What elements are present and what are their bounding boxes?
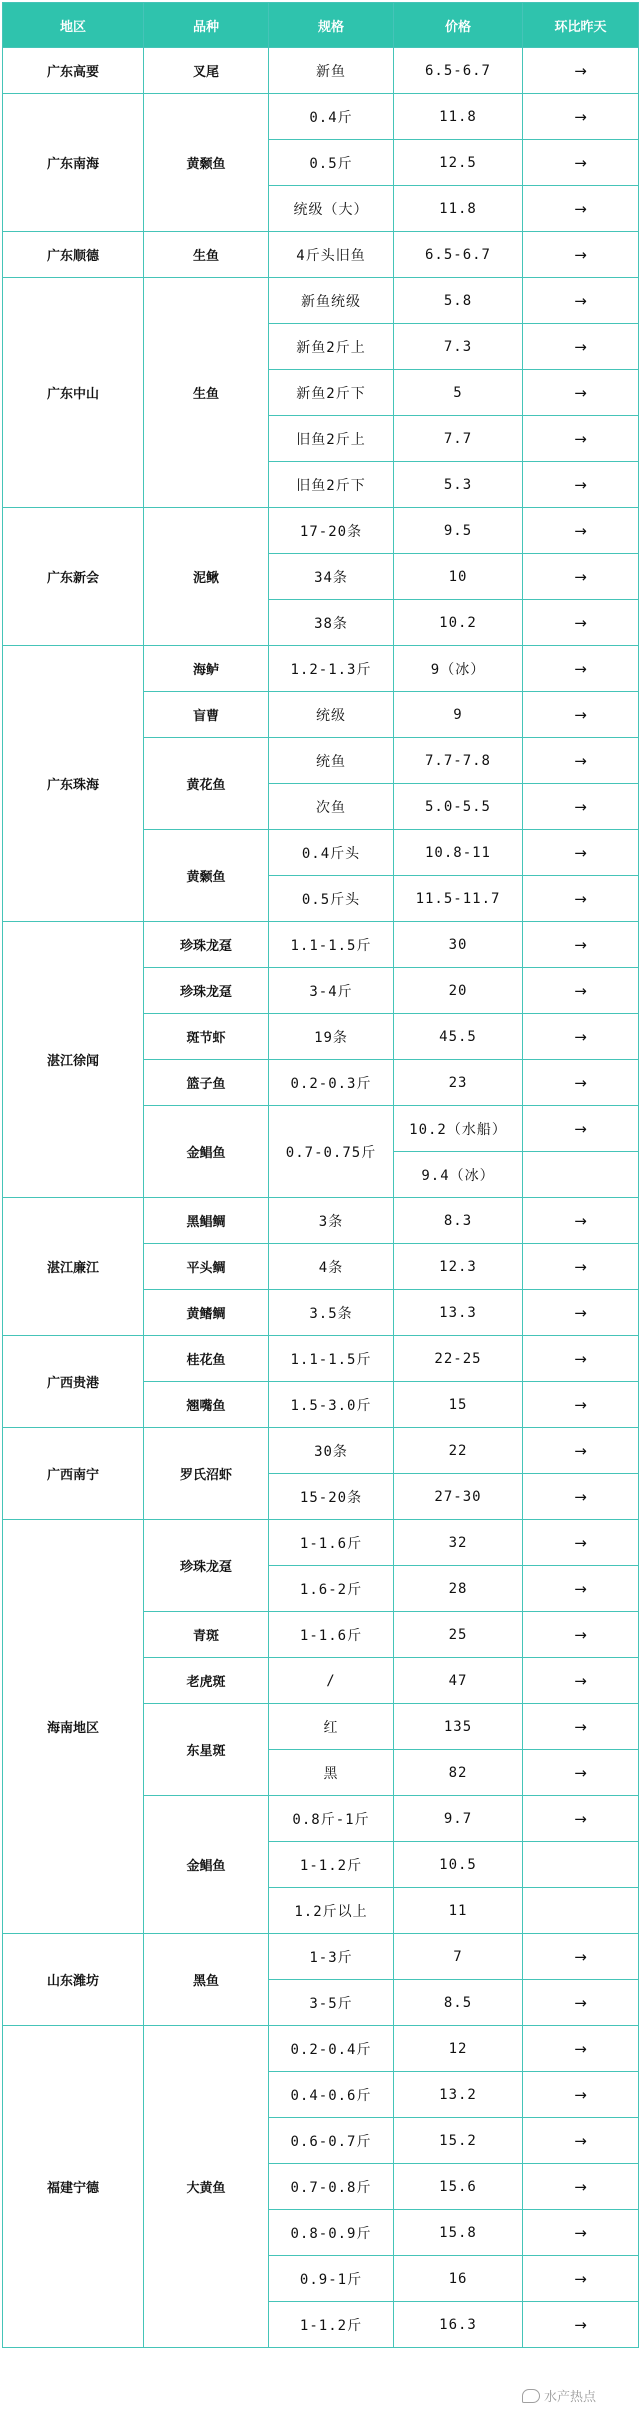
price-cell: 9.5 <box>394 508 523 554</box>
price-cell: 47 <box>394 1658 523 1704</box>
price-cell: 7 <box>394 1934 523 1980</box>
table-row <box>3 1428 639 1474</box>
price-cell: 7.3 <box>394 324 523 370</box>
spec-cell: 0.2-0.4斤 <box>269 2026 394 2072</box>
price-cell: 32 <box>394 1520 523 1566</box>
price-cell: 8.3 <box>394 1198 523 1244</box>
spec-cell: 旧鱼2斤下 <box>269 462 394 508</box>
trend-cell: → <box>523 416 639 462</box>
region-cell: 广东顺德 <box>3 232 144 278</box>
spec-cell: 0.5斤头 <box>269 876 394 922</box>
variety-cell: 黄颡鱼 <box>144 94 269 232</box>
spec-cell: 0.7-0.8斤 <box>269 2164 394 2210</box>
spec-cell: 1-1.2斤 <box>269 2302 394 2348</box>
price-cell: 5.0-5.5 <box>394 784 523 830</box>
variety-cell: 斑节虾 <box>144 1014 269 1060</box>
header-variety: 品种 <box>144 3 269 48</box>
price-cell: 10.8-11 <box>394 830 523 876</box>
trend-cell: → <box>523 1658 639 1704</box>
price-cell: 9.7 <box>394 1796 523 1842</box>
region-cell: 广东南海 <box>3 94 144 232</box>
region-cell: 广东高要 <box>3 48 144 94</box>
spec-cell: 1.1-1.5斤 <box>269 922 394 968</box>
price-cell: 135 <box>394 1704 523 1750</box>
table-row <box>3 48 639 94</box>
spec-cell: 1-1.6斤 <box>269 1520 394 1566</box>
spec-cell: 0.4斤 <box>269 94 394 140</box>
price-cell: 27-30 <box>394 1474 523 1520</box>
variety-cell: 青斑 <box>144 1612 269 1658</box>
spec-cell: 0.7-0.75斤 <box>269 1106 394 1198</box>
price-cell: 9（冰） <box>394 646 523 692</box>
region-cell: 湛江廉江 <box>3 1198 144 1336</box>
price-cell: 12 <box>394 2026 523 2072</box>
header-row <box>3 3 639 48</box>
spec-cell: 统鱼 <box>269 738 394 784</box>
spec-cell: 0.6-0.7斤 <box>269 2118 394 2164</box>
variety-cell: 黄花鱼 <box>144 738 269 830</box>
trend-cell: → <box>523 140 639 186</box>
trend-cell: → <box>523 692 639 738</box>
trend-cell: → <box>523 2302 639 2348</box>
spec-cell: 19条 <box>269 1014 394 1060</box>
spec-cell: 0.8斤-1斤 <box>269 1796 394 1842</box>
price-cell: 16 <box>394 2256 523 2302</box>
variety-cell: 珍珠龙趸 <box>144 922 269 968</box>
region-cell: 山东潍坊 <box>3 1934 144 2026</box>
trend-cell: → <box>523 1520 639 1566</box>
price-cell: 16.3 <box>394 2302 523 2348</box>
spec-cell: 1.2-1.3斤 <box>269 646 394 692</box>
trend-cell: → <box>523 1060 639 1106</box>
price-cell: 15.6 <box>394 2164 523 2210</box>
table-row <box>3 232 639 278</box>
trend-cell: → <box>523 324 639 370</box>
spec-cell: 旧鱼2斤上 <box>269 416 394 462</box>
trend-cell: → <box>523 830 639 876</box>
header-spec: 规格 <box>269 3 394 48</box>
price-cell: 5.8 <box>394 278 523 324</box>
trend-cell: → <box>523 1612 639 1658</box>
trend-cell: → <box>523 1106 639 1152</box>
trend-cell: → <box>523 968 639 1014</box>
trend-cell: → <box>523 1704 639 1750</box>
spec-cell: 0.9-1斤 <box>269 2256 394 2302</box>
table-row <box>3 2026 639 2072</box>
spec-cell: 1.6-2斤 <box>269 1566 394 1612</box>
header-price: 价格 <box>394 3 523 48</box>
variety-cell: 叉尾 <box>144 48 269 94</box>
price-cell: 11.8 <box>394 94 523 140</box>
trend-cell: → <box>523 1290 639 1336</box>
trend-cell: → <box>523 1750 639 1796</box>
table-row <box>3 1520 639 1566</box>
price-table-container <box>2 2 638 2348</box>
spec-cell: 17-20条 <box>269 508 394 554</box>
price-cell: 15.2 <box>394 2118 523 2164</box>
header-trend: 环比昨天 <box>523 3 639 48</box>
spec-cell: 1-1.2斤 <box>269 1842 394 1888</box>
variety-cell: 平头鲷 <box>144 1244 269 1290</box>
variety-cell: 黄颡鱼 <box>144 830 269 922</box>
spec-cell: 1.5-3.0斤 <box>269 1382 394 1428</box>
trend-cell: → <box>523 462 639 508</box>
trend-cell: → <box>523 1566 639 1612</box>
trend-cell <box>523 1842 639 1888</box>
region-cell: 福建宁德 <box>3 2026 144 2348</box>
spec-cell: 统级 <box>269 692 394 738</box>
spec-cell: 3.5条 <box>269 1290 394 1336</box>
variety-cell: 海鲈 <box>144 646 269 692</box>
trend-cell: → <box>523 1336 639 1382</box>
price-cell: 25 <box>394 1612 523 1658</box>
trend-cell: → <box>523 1014 639 1060</box>
trend-cell: → <box>523 784 639 830</box>
trend-cell: → <box>523 370 639 416</box>
trend-cell: → <box>523 2026 639 2072</box>
spec-cell: 1-1.6斤 <box>269 1612 394 1658</box>
table-row <box>3 922 639 968</box>
price-cell: 22-25 <box>394 1336 523 1382</box>
table-row <box>3 278 639 324</box>
trend-cell: → <box>523 646 639 692</box>
trend-cell: → <box>523 2164 639 2210</box>
variety-cell: 金鲳鱼 <box>144 1106 269 1198</box>
spec-cell: 0.2-0.3斤 <box>269 1060 394 1106</box>
variety-cell: 生鱼 <box>144 278 269 508</box>
spec-cell: 0.4斤头 <box>269 830 394 876</box>
price-cell: 6.5-6.7 <box>394 48 523 94</box>
price-cell: 22 <box>394 1428 523 1474</box>
price-cell: 7.7 <box>394 416 523 462</box>
spec-cell: 38条 <box>269 600 394 646</box>
spec-cell: 0.4-0.6斤 <box>269 2072 394 2118</box>
spec-cell: 新鱼统级 <box>269 278 394 324</box>
price-cell: 15.8 <box>394 2210 523 2256</box>
variety-cell: 生鱼 <box>144 232 269 278</box>
trend-cell: → <box>523 1382 639 1428</box>
spec-cell: 0.8-0.9斤 <box>269 2210 394 2256</box>
trend-cell: → <box>523 1198 639 1244</box>
spec-cell: 34条 <box>269 554 394 600</box>
trend-cell: → <box>523 1934 639 1980</box>
region-cell: 湛江徐闻 <box>3 922 144 1198</box>
trend-cell: → <box>523 876 639 922</box>
trend-cell: → <box>523 1244 639 1290</box>
spec-cell: 30条 <box>269 1428 394 1474</box>
spec-cell: 1.1-1.5斤 <box>269 1336 394 1382</box>
spec-cell: 15-20条 <box>269 1474 394 1520</box>
price-cell: 11.8 <box>394 186 523 232</box>
spec-cell: / <box>269 1658 394 1704</box>
trend-cell: → <box>523 2118 639 2164</box>
price-cell: 11.5-11.7 <box>394 876 523 922</box>
spec-cell: 3-5斤 <box>269 1980 394 2026</box>
price-cell: 9.4（冰） <box>394 1152 523 1198</box>
region-cell: 海南地区 <box>3 1520 144 1934</box>
price-cell: 11 <box>394 1888 523 1934</box>
price-table <box>2 2 639 2348</box>
trend-cell: → <box>523 2072 639 2118</box>
trend-cell: → <box>523 2210 639 2256</box>
table-row <box>3 646 639 692</box>
price-cell: 23 <box>394 1060 523 1106</box>
spec-cell: 0.5斤 <box>269 140 394 186</box>
price-cell: 13.2 <box>394 2072 523 2118</box>
trend-cell: → <box>523 508 639 554</box>
variety-cell: 珍珠龙趸 <box>144 968 269 1014</box>
watermark-text: 水产热点 <box>543 2390 596 2405</box>
price-cell: 12.3 <box>394 1244 523 1290</box>
trend-cell: → <box>523 922 639 968</box>
spec-cell: 1.2斤以上 <box>269 1888 394 1934</box>
spec-cell: 次鱼 <box>269 784 394 830</box>
variety-cell: 篮子鱼 <box>144 1060 269 1106</box>
trend-cell: → <box>523 1980 639 2026</box>
price-cell: 5 <box>394 370 523 416</box>
variety-cell: 黄鳍鲷 <box>144 1290 269 1336</box>
trend-cell: → <box>523 1428 639 1474</box>
trend-cell: → <box>523 48 639 94</box>
spec-cell: 4斤头旧鱼 <box>269 232 394 278</box>
price-cell: 82 <box>394 1750 523 1796</box>
region-cell: 广西贵港 <box>3 1336 144 1428</box>
price-cell: 12.5 <box>394 140 523 186</box>
price-cell: 8.5 <box>394 1980 523 2026</box>
variety-cell: 罗氏沼虾 <box>144 1428 269 1520</box>
trend-cell <box>523 1152 639 1198</box>
variety-cell: 珍珠龙趸 <box>144 1520 269 1612</box>
variety-cell: 翘嘴鱼 <box>144 1382 269 1428</box>
price-cell: 15 <box>394 1382 523 1428</box>
variety-cell: 东星斑 <box>144 1704 269 1796</box>
spec-cell: 3条 <box>269 1198 394 1244</box>
price-cell: 10.5 <box>394 1842 523 1888</box>
trend-cell: → <box>523 1474 639 1520</box>
spec-cell: 3-4斤 <box>269 968 394 1014</box>
trend-cell: → <box>523 232 639 278</box>
spec-cell: 统级（大） <box>269 186 394 232</box>
variety-cell: 金鲳鱼 <box>144 1796 269 1934</box>
price-cell: 10.2 <box>394 600 523 646</box>
table-row <box>3 1934 639 1980</box>
price-cell: 10 <box>394 554 523 600</box>
spec-cell: 新鱼2斤上 <box>269 324 394 370</box>
table-row <box>3 508 639 554</box>
variety-cell: 大黄鱼 <box>144 2026 269 2348</box>
trend-cell <box>523 1888 639 1934</box>
spec-cell: 新鱼2斤下 <box>269 370 394 416</box>
trend-cell: → <box>523 738 639 784</box>
table-row <box>3 94 639 140</box>
price-cell: 6.5-6.7 <box>394 232 523 278</box>
trend-cell: → <box>523 600 639 646</box>
price-cell: 30 <box>394 922 523 968</box>
header-region: 地区 <box>3 3 144 48</box>
price-cell: 5.3 <box>394 462 523 508</box>
variety-cell: 老虎斑 <box>144 1658 269 1704</box>
region-cell: 广东新会 <box>3 508 144 646</box>
table-row <box>3 1336 639 1382</box>
price-cell: 13.3 <box>394 1290 523 1336</box>
spec-cell: 新鱼 <box>269 48 394 94</box>
spec-cell: 4条 <box>269 1244 394 1290</box>
variety-cell: 桂花鱼 <box>144 1336 269 1382</box>
trend-cell: → <box>523 2256 639 2302</box>
price-cell: 9 <box>394 692 523 738</box>
wechat-bubble-icon <box>522 2389 540 2403</box>
price-cell: 20 <box>394 968 523 1014</box>
trend-cell: → <box>523 186 639 232</box>
variety-cell: 泥鳅 <box>144 508 269 646</box>
trend-cell: → <box>523 278 639 324</box>
price-cell: 10.2（水船） <box>394 1106 523 1152</box>
table-row <box>3 1198 639 1244</box>
price-table-body <box>3 48 639 2348</box>
spec-cell: 黑 <box>269 1750 394 1796</box>
trend-cell: → <box>523 1796 639 1842</box>
price-cell: 7.7-7.8 <box>394 738 523 784</box>
trend-cell: → <box>523 554 639 600</box>
region-cell: 广西南宁 <box>3 1428 144 1520</box>
spec-cell: 1-3斤 <box>269 1934 394 1980</box>
spec-cell: 红 <box>269 1704 394 1750</box>
variety-cell: 黑鲳鲷 <box>144 1198 269 1244</box>
variety-cell: 盲曹 <box>144 692 269 738</box>
price-cell: 45.5 <box>394 1014 523 1060</box>
region-cell: 广东珠海 <box>3 646 144 922</box>
trend-cell: → <box>523 94 639 140</box>
region-cell: 广东中山 <box>3 278 144 508</box>
variety-cell: 黑鱼 <box>144 1934 269 2026</box>
watermark <box>522 2386 596 2405</box>
price-cell: 28 <box>394 1566 523 1612</box>
